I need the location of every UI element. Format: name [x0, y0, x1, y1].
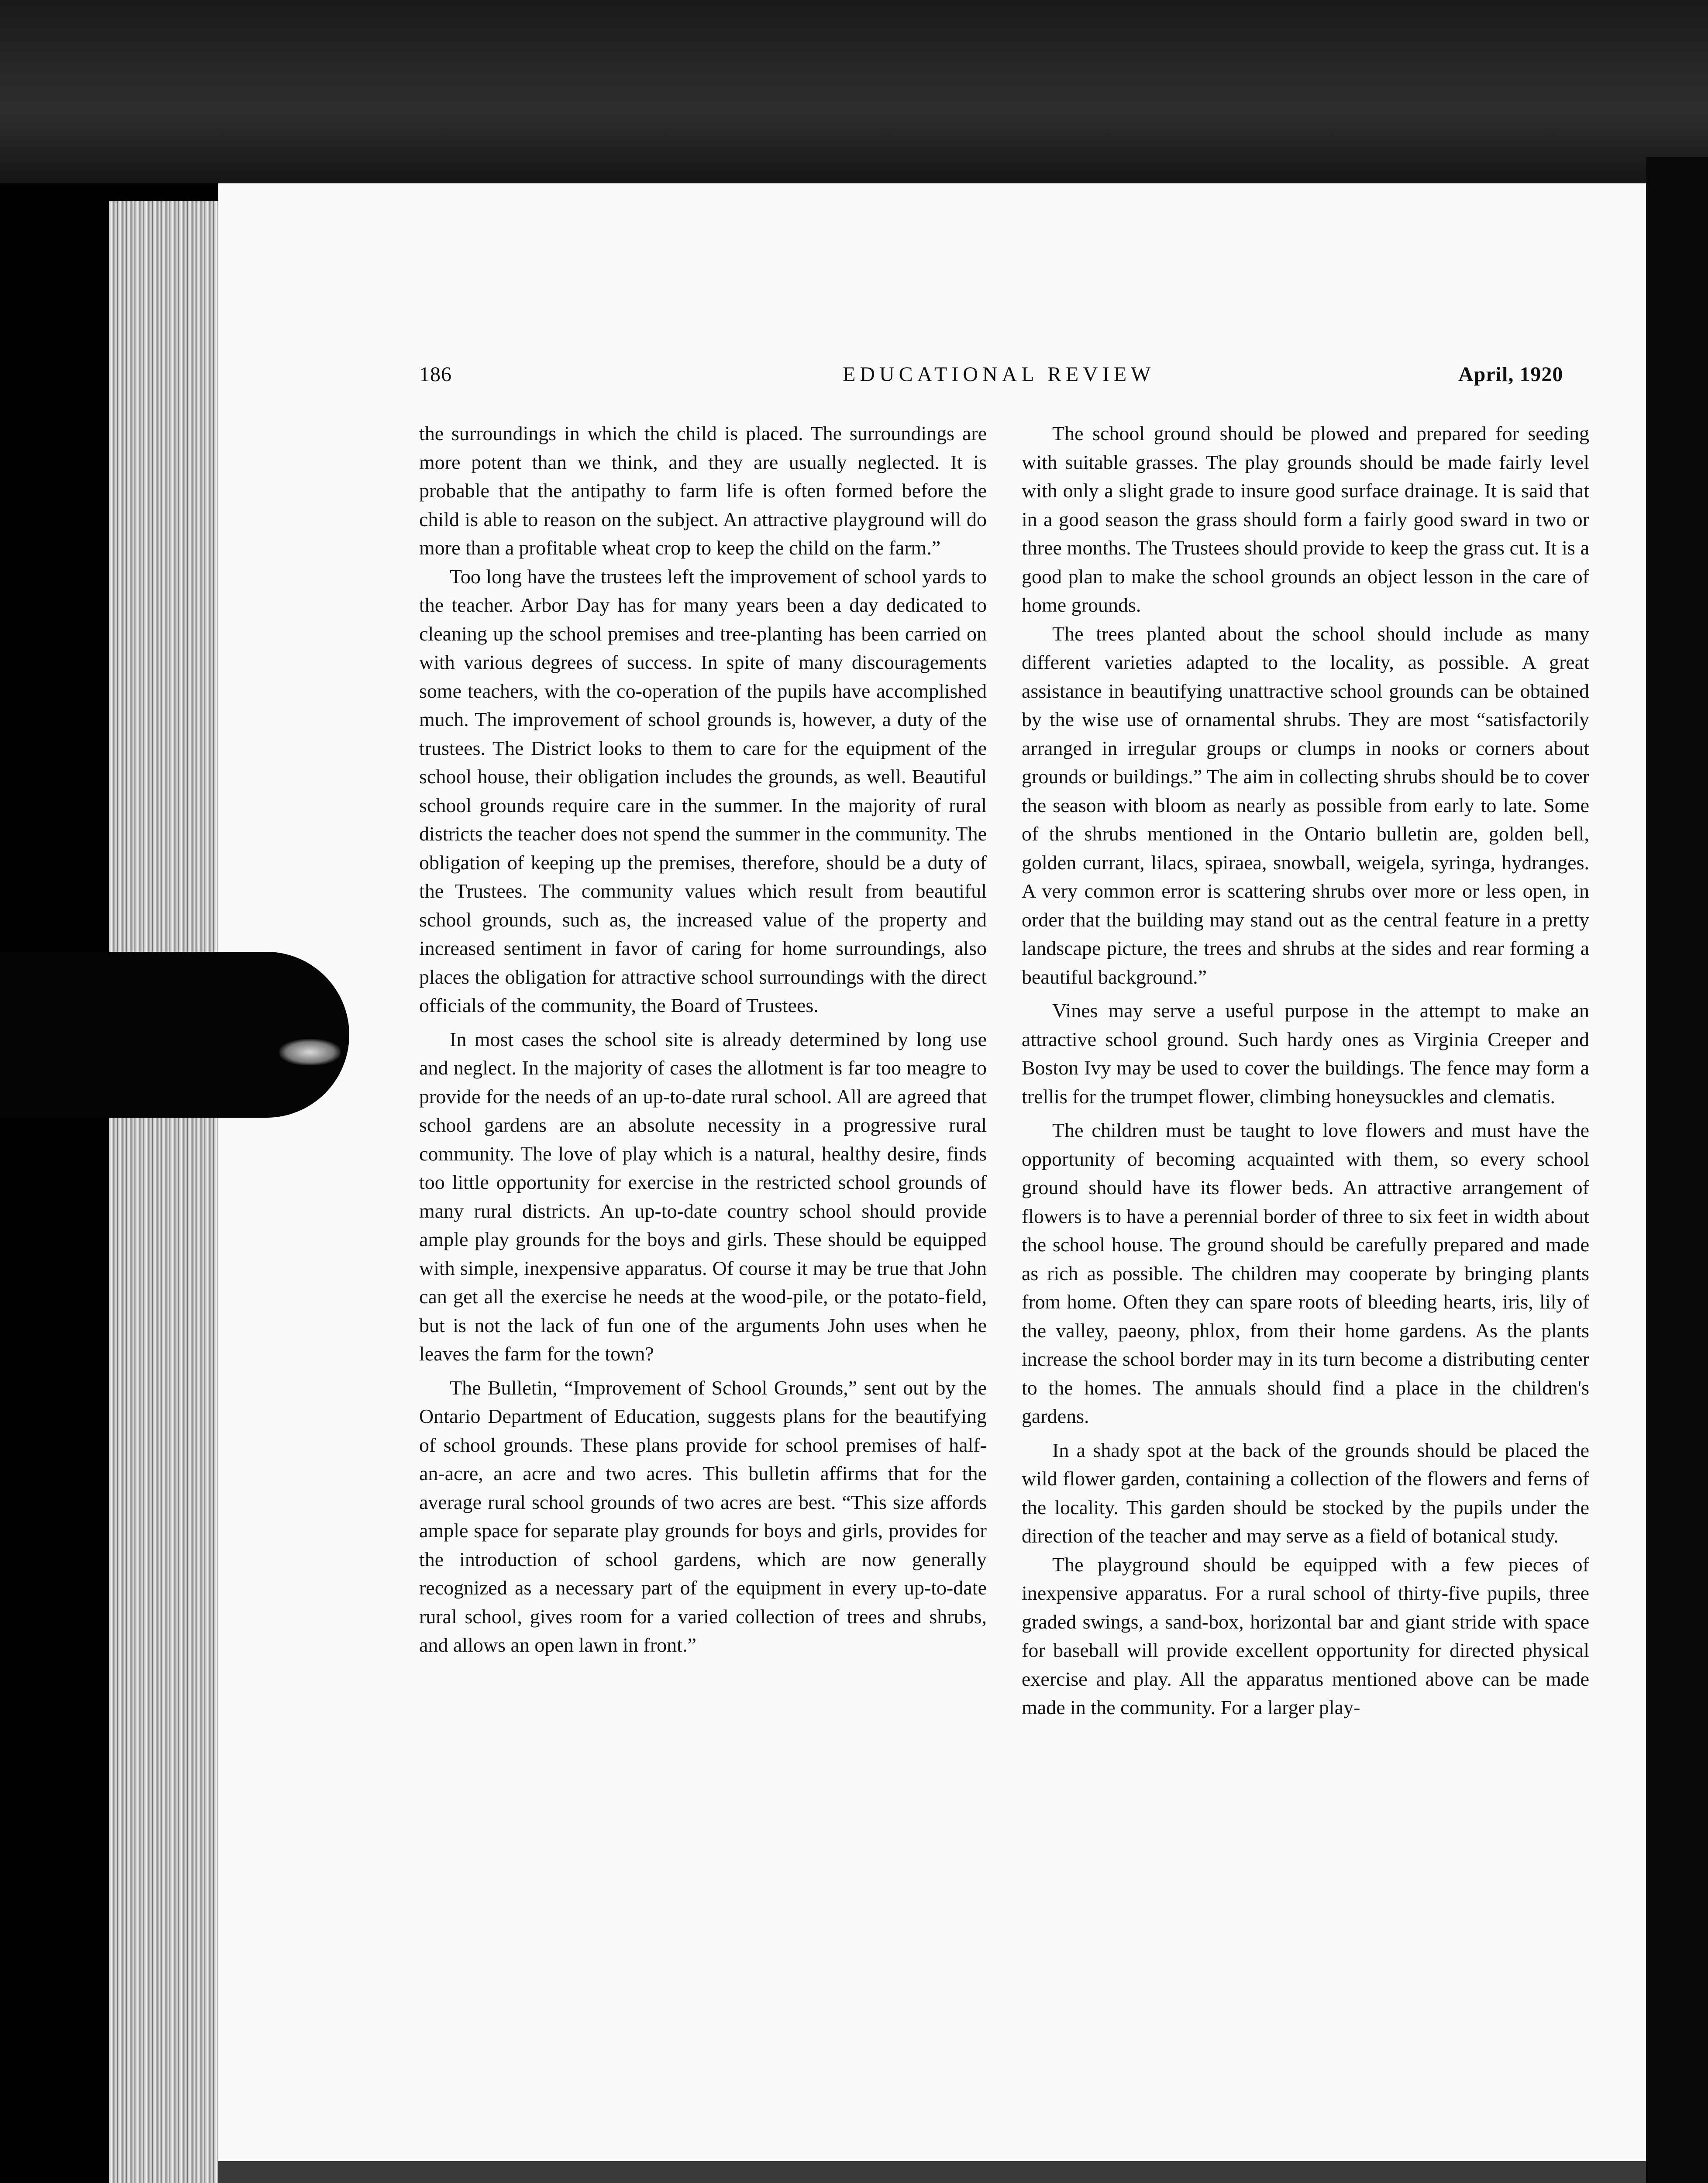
paragraph: In a shady spot at the back of the grounds should be placed the wild flower garden, containing a collection of the flowers and ferns of the locality. This garden should be stocked by the pupils under the direction of the teacher and may serve as a field of botanical study.	[1022, 1439, 1589, 1547]
paragraph: In most cases the school site is already determined by long use and neglect. In the majority of cases the allotment is far too meagre to provide for the needs of an up-to-date rural school. All are agreed that school gardens are an absolute necessity in a progressive rural community. The love of play which is a natural, healthy desire, finds too little opportunity for exercise in the restricted school grounds of many rural districts. An up-to-date country school should provide ample play grounds for the boys and girls. These should be equipped with simple, inexpensive apparatus. Of course it may be true that John can get all the exercise he needs at the wood-pile, or the potato-field, but is not the lack of fun one of the arguments John uses when he leaves the farm for the town?	[419, 1028, 987, 1365]
thumb-highlight	[279, 1039, 341, 1065]
issue-date: April, 1920	[1458, 363, 1563, 386]
scanner-background	[0, 0, 1708, 183]
paragraph: The Bulletin, “Improvement of School Grounds,” sent out by the Ontario Department of Education, suggests plans for the beautifying of school grounds. These plans provide for school premises of half-an-acre, an acre and two acres. This bulletin affirms that for the average rural school grounds of two acres are best. “This size affords ample space for separate play grounds for boys and girls, provides for the introduction of school gardens, which are now generally recognized as a necessary part of the equipment in every up-to-date rural school, gives room for a varied collection of trees and shrubs, and allows an open lawn in front.”	[419, 1376, 987, 1656]
paragraph: the surroundings in which the child is placed. The surroundings are more potent than we think, and they are usually neglected. It is probable that the antipathy to farm life is often formed before the child is able to reason on the subject. An attractive playground will do more than a profitable wheat crop to keep the child on the farm.”	[419, 422, 987, 559]
right-column	[1022, 419, 1589, 2078]
scanner-border-bottom	[218, 2161, 1646, 2183]
scanner-border-right	[1646, 157, 1708, 2183]
paragraph: Too long have the trustees left the improvement of school yards to the teacher. Arbor Day has for many years been a day dedicated to cleaning up the school premises and tree-planting has been carried on with various degrees of success. In spite of many discouragements some teachers, with the co-operation of the pupils have accomplished much. The improvement of school grounds is, however, a duty of the trustees. The District looks to them to care for the equipment of the school house, their obligation includes the grounds, as well. Beautiful school grounds require care in the summer. In the majority of rural districts the teacher does not spend the summer in the community. The obligation of keeping up the premises, therefore, should be a duty of the Trustees. The community values which result from beautiful school grounds, such as, the increased value of the property and increased sentiment in favor of caring for home surroundings, also places the obligation for attractive school surroundings with the direct officials of the community, the Board of Trustees.	[419, 565, 987, 1016]
paragraph: The children must be taught to love flowers and must have the opportunity of becoming acquainted with them, so every school ground should have its flower beds. An attractive arrangement of flowers is to have a perennial border of three to six feet in width about the school house. The ground should be carefully prepared and made as rich as possible. The children may cooperate by bringing plants from home. Often they can spare roots of bleeding hearts, iris, lily of the valley, paeony, phlox, from their home gardens. As the plants increase the school border may in its turn become a distributing center to the homes. The annuals should find a place in the children's gardens.	[1022, 1119, 1589, 1427]
journal-title: EDUCATIONAL REVIEW	[843, 363, 1155, 386]
paragraph: The trees planted about the school should include as many different varieties adapted to the locality, as possible. A great assistance in beautifying unattractive school grounds can be obtained by the wise use of ornamental shrubs. They are most “satisfactorily arranged in irregular groups or clumps in nooks or corners about grounds or buildings.” The aim in collecting shrubs should be to cover the season with bloom as nearly as possible from early to late. Some of the shrubs mentioned in the Ontario bulletin are, golden bell, golden currant, lilacs, spiraea, snowball, weigela, syringa, hydranges. A very common error is scattering shrubs over more or less open, in order that the building may stand out as the central feature in a pretty landscape picture, the trees and shrubs at the sides and rear forming a beautiful background.”	[1022, 622, 1589, 988]
paragraph: The playground should be equipped with a few pieces of inexpensive apparatus. For a rural school of thirty-five pupils, three graded swings, a sand-box, horizontal bar and giant stride with space for baseball will provide excellent opportunity for directed physical exercise and play. All the apparatus mentioned above can be made made in the community. For a larger play-	[1022, 1553, 1589, 1718]
page-number: 186	[419, 363, 452, 386]
paragraph: Vines may serve a useful purpose in the attempt to make an attractive school ground. Such hardy ones as Virginia Creeper and Boston Ivy may be used to cover the buildings. The fence may form a trellis for the trumpet flower, climbing honeysuckles and clematis.	[1022, 999, 1589, 1108]
thumb-shadow	[0, 952, 349, 1118]
paragraph: The school ground should be plowed and prepared for seeding with suitable grasses. The play grounds should be made fairly level with only a slight grade to insure good surface drainage. It is said that in a good season the grass should form a fairly good sward in two or three months. The Trustees should provide to keep the grass cut. It is a good plan to make the school grounds an object lesson in the care of home grounds.	[1022, 422, 1589, 616]
left-column	[419, 419, 987, 2078]
